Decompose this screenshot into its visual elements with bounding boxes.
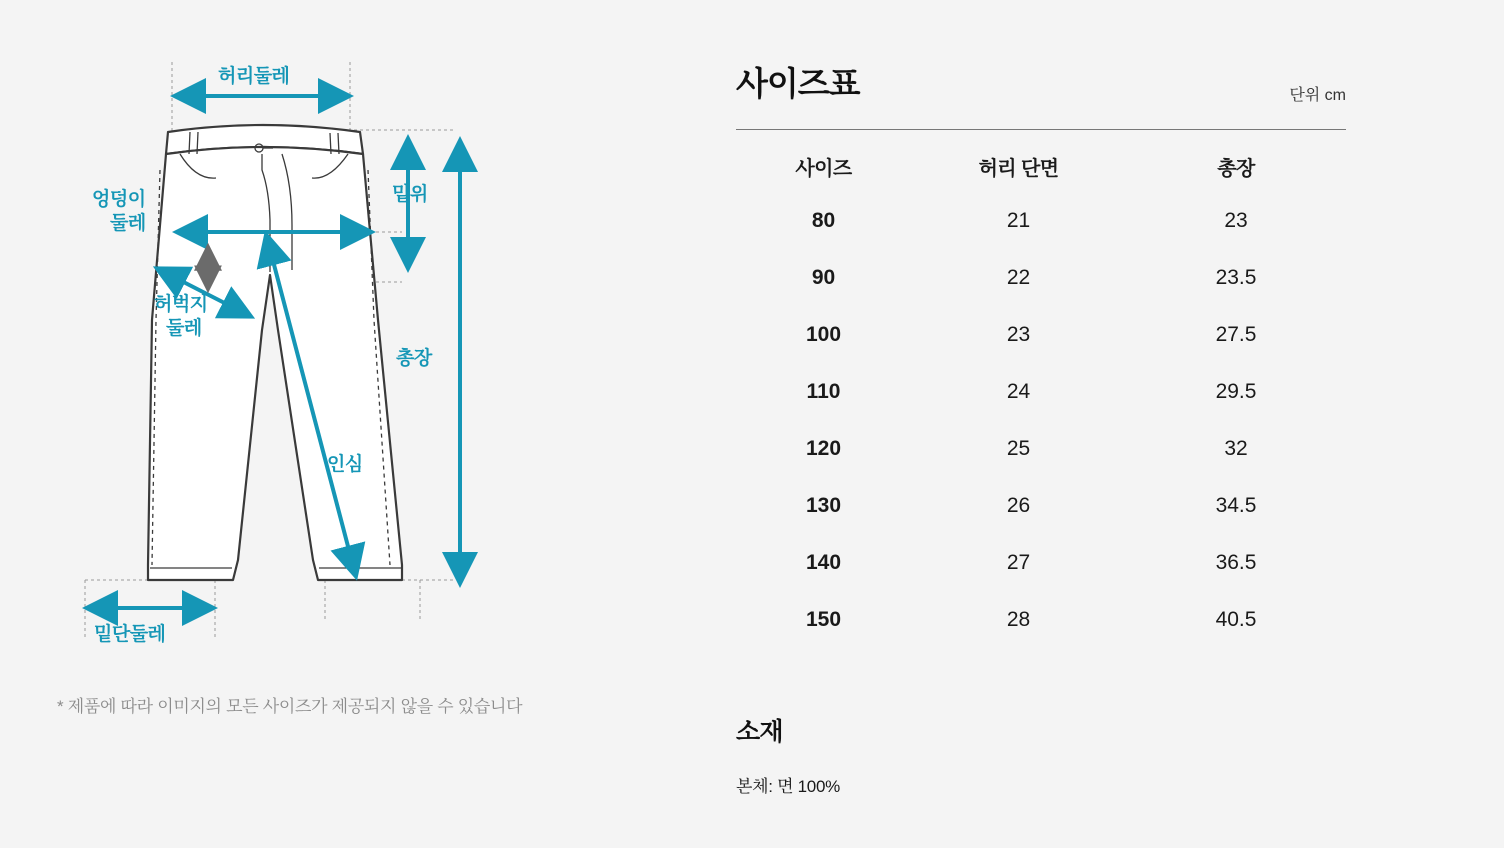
- table-row: [736, 534, 1346, 591]
- table-row: [736, 306, 1346, 363]
- pants-outline: [148, 125, 402, 580]
- cell-size: 80: [811, 208, 836, 232]
- cell-length: 27.5: [1215, 322, 1257, 346]
- label-total-length: 총장: [396, 348, 432, 369]
- cell-length: 34.5: [1215, 493, 1257, 517]
- cell-size: 100: [805, 322, 842, 346]
- diagram-footnote: * 제품에 따라 이미지의 모든 사이즈가 제공되지 않을 수 있습니다: [57, 697, 523, 716]
- label-thigh-line1: 허벅지: [154, 294, 208, 315]
- column-header-length: 총장: [1217, 157, 1255, 180]
- column-header-size: 사이즈: [795, 157, 852, 180]
- cell-waist: 24: [1006, 379, 1031, 403]
- cell-waist: 28: [1006, 607, 1031, 631]
- cell-size: 130: [805, 493, 842, 517]
- table-row: [736, 477, 1346, 534]
- cell-length: 36.5: [1215, 550, 1257, 574]
- cell-waist: 22: [1006, 265, 1031, 289]
- cell-length: 29.5: [1215, 379, 1257, 403]
- cell-waist: 25: [1006, 436, 1031, 460]
- cell-size: 140: [805, 550, 842, 574]
- table-top-rule: [736, 129, 1346, 130]
- cell-length: 23: [1224, 208, 1248, 232]
- label-inseam: 인심: [327, 454, 363, 475]
- table-row: [736, 420, 1346, 477]
- cell-waist: 23: [1006, 322, 1031, 346]
- material-section-body: 본체: 면 100%: [736, 777, 840, 796]
- size-table: [736, 140, 1346, 648]
- cell-size: 120: [805, 436, 842, 460]
- column-header-waist: 허리 단면: [978, 157, 1059, 180]
- size-chart-title: 사이즈표: [736, 65, 860, 102]
- cell-size: 110: [806, 379, 841, 403]
- label-hip-line1: 엉덩이: [92, 189, 146, 210]
- cell-length: 40.5: [1215, 607, 1257, 631]
- pants-measurement-diagram: [0, 0, 700, 848]
- label-rise: 밑위: [392, 184, 428, 205]
- label-hip-line2: 둘레: [110, 213, 146, 234]
- cell-length: 23.5: [1215, 265, 1257, 289]
- cell-waist: 26: [1006, 493, 1031, 517]
- cell-waist: 27: [1006, 550, 1031, 574]
- cell-length: 32: [1224, 436, 1248, 460]
- cell-size: 150: [805, 607, 842, 631]
- material-section-title: 소재: [736, 718, 783, 746]
- table-row: [736, 363, 1346, 420]
- label-hem: 밑단둘레: [94, 624, 166, 645]
- table-row: [736, 249, 1346, 306]
- size-chart-panel: [736, 0, 1436, 848]
- label-waist: 허리둘레: [218, 66, 290, 87]
- cell-size: 90: [811, 265, 836, 289]
- pants-diagram-svg: [30, 20, 670, 680]
- cell-waist: 21: [1006, 208, 1031, 232]
- size-chart-unit: 단위 cm: [1289, 87, 1346, 104]
- table-header-row: [736, 140, 1346, 192]
- label-thigh-line2: 둘레: [166, 318, 202, 339]
- table-row: [736, 591, 1346, 648]
- table-row: [736, 192, 1346, 249]
